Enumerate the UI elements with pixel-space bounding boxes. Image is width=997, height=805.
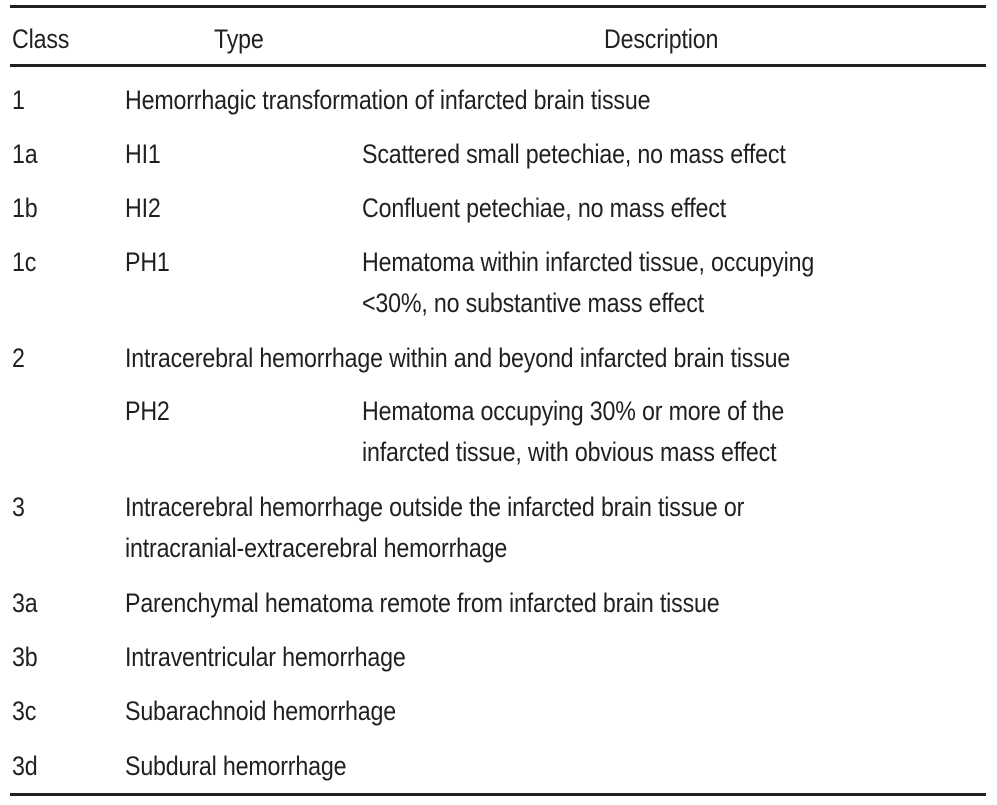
cell-description: Intraventricular hemorrhage: [125, 642, 406, 672]
cell-description-line-1: Hematoma within infarcted tissue, occupying: [362, 247, 815, 277]
header-description: Description: [604, 24, 719, 54]
cell-description: Subarachnoid hemorrhage: [125, 696, 397, 726]
header-rule: [10, 64, 986, 67]
cell-description: Subdural hemorrhage: [125, 751, 347, 781]
cell-description: Confluent petechiae, no mass effect: [362, 193, 727, 223]
cell-description: Scattered small petechiae, no mass effect: [362, 139, 786, 169]
cell-description: Hemorrhagic transformation of infarcted brain tissue: [125, 85, 651, 115]
bottom-rule: [10, 793, 986, 796]
header-type: Type: [214, 24, 264, 54]
cell-description: Intracerebral hemorrhage within and beyond infarcted brain tissue: [125, 343, 791, 373]
cell-class: 3: [12, 492, 25, 522]
cell-description-line-1: Hematoma occupying 30% or more of the: [362, 396, 785, 426]
cell-description-line-2: infarcted tissue, with obvious mass effect: [362, 437, 777, 467]
cell-class: 1: [12, 85, 25, 115]
cell-description-line-2: <30%, no substantive mass effect: [362, 288, 704, 318]
header-class: Class: [12, 24, 70, 54]
cell-class: 3c: [12, 696, 37, 726]
cell-type: PH2: [125, 396, 170, 426]
cell-class: 1c: [12, 247, 37, 277]
cell-description-line-2: intracranial-extracerebral hemorrhage: [125, 533, 508, 563]
cell-class: 1a: [12, 139, 38, 169]
cell-description-line-1: Intracerebral hemorrhage outside the infarcted brain tissue or: [125, 492, 745, 522]
cell-type: HI2: [125, 193, 161, 223]
cell-type: HI1: [125, 139, 161, 169]
cell-class: 3b: [12, 642, 38, 672]
cell-class: 3d: [12, 751, 38, 781]
cell-class: 2: [12, 343, 25, 373]
cell-type: PH1: [125, 247, 170, 277]
cell-class: 1b: [12, 193, 38, 223]
cell-class: 3a: [12, 588, 38, 618]
top-rule: [10, 5, 986, 8]
cell-description: Parenchymal hematoma remote from infarcted brain tissue: [125, 588, 720, 618]
